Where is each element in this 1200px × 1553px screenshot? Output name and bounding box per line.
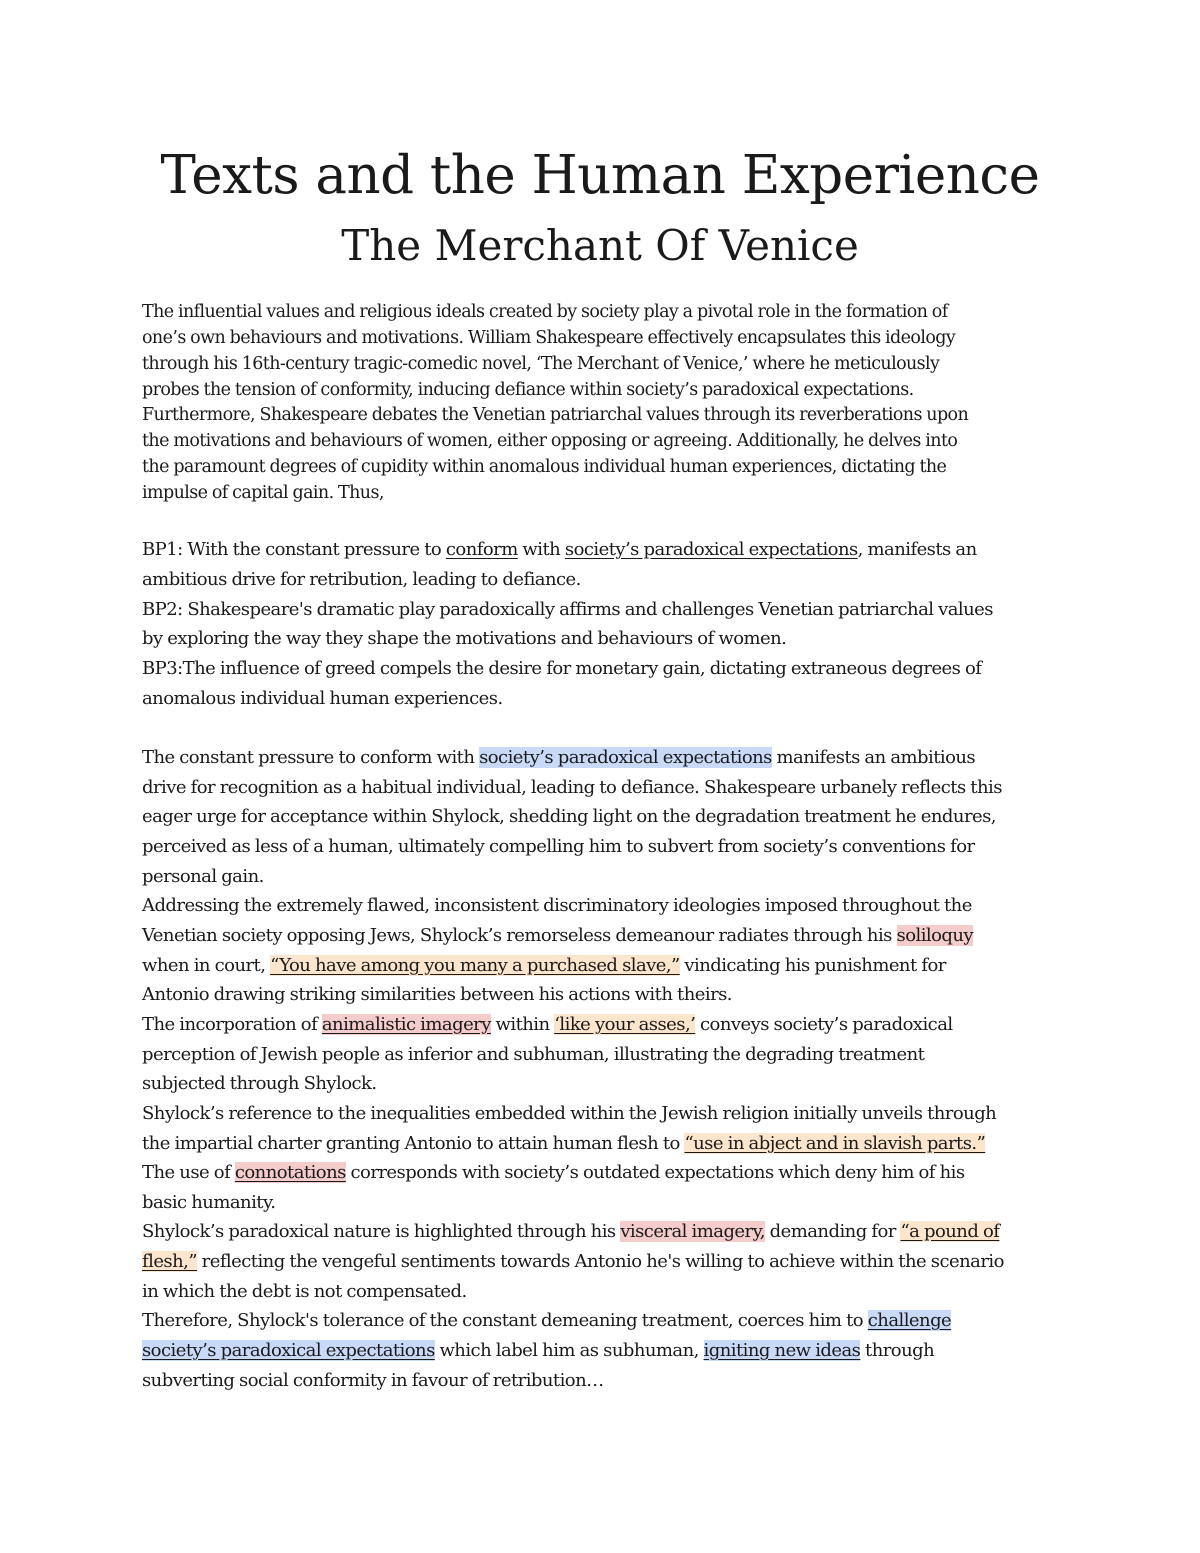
text-line: basic humanity. — [142, 1192, 276, 1213]
bp1-line: BP1: With the constant pressure to conform with society’s paradoxical expectations, manifests an — [142, 539, 977, 560]
quote-highlight: flesh,” — [142, 1251, 197, 1272]
text-line: probes the tension of conformity, inducing defiance within society’s paradoxical expectations. — [142, 380, 914, 400]
text-line: Shylock’s reference to the inequalities embedded within the Jewish religion initially unveils through — [142, 1103, 997, 1124]
text-line: one’s own behaviours and motivations. William Shakespeare effectively encapsulates this ideology — [142, 328, 956, 348]
quote-highlight: “You have among you many a purchased slave,” — [270, 955, 680, 976]
quote-highlight: “a pound of — [900, 1221, 1000, 1242]
text-line: The influential values and religious ideals created by society play a pivotal role in the formation of — [142, 302, 948, 322]
text-line: society’s paradoxical expectations which label him as subhuman, igniting new ideas through — [142, 1340, 935, 1361]
underlined-phrase: society’s paradoxical expectations — [564, 539, 858, 560]
text-line: Therefore, Shylock's tolerance of the constant demeaning treatment, coerces him to challenge — [142, 1310, 952, 1331]
highlight-blue: challenge — [867, 1310, 952, 1331]
text-line: BP2: Shakespeare's dramatic play paradoxically affirms and challenges Venetian patriarchal values — [142, 599, 993, 620]
text-line: personal gain. — [142, 866, 264, 887]
underlined-phrase: conform — [445, 539, 518, 560]
text-line: through his 16th-century tragic-comedic novel, ‘The Merchant of Venice,’ where he meticulously — [142, 354, 940, 374]
text-line: anomalous individual human experiences. — [142, 688, 503, 709]
text-line: subverting social conformity in favour of retribution… — [142, 1370, 604, 1391]
quote-highlight: “use in abject and in slavish parts.” — [684, 1133, 986, 1154]
text-line: The use of connotations corresponds with society’s outdated expectations which deny him of his — [142, 1162, 965, 1183]
text-line: the impartial charter granting Antonio to attain human flesh to “use in abject and in slavish parts.” — [142, 1133, 986, 1154]
highlight-red: visceral imagery, — [620, 1221, 765, 1242]
text-line: Shylock’s paradoxical nature is highlighted through his visceral imagery, demanding for “a pound of — [142, 1221, 1000, 1242]
text-line: The constant pressure to conform with society’s paradoxical expectations manifests an ambitious — [142, 747, 976, 768]
quote-highlight: ‘like your asses,’ — [554, 1014, 696, 1035]
text-line: by exploring the way they shape the motivations and behaviours of women. — [142, 628, 787, 649]
highlight-blue: society’s paradoxical expectations — [479, 747, 772, 768]
highlight-blue: society’s paradoxical expectations — [142, 1340, 435, 1361]
text-line: Antonio drawing striking similarities between his actions with theirs. — [142, 984, 732, 1005]
text-line: ambitious drive for retribution, leading to defiance. — [142, 569, 581, 590]
text-line: Venetian society opposing Jews, Shylock’s remorseless demeanour radiates through his soliloquy — [142, 925, 974, 946]
text-line: impulse of capital gain. Thus, — [142, 483, 384, 503]
text-line: when in court, “You have among you many a purchased slave,” vindicating his punishment for — [142, 955, 946, 976]
text-line: in which the debt is not compensated. — [142, 1281, 467, 1302]
page-subtitle: The Merchant Of Venice — [341, 221, 859, 270]
text-line: perceived as less of a human, ultimately compelling him to subvert from society’s conventions for — [142, 836, 975, 857]
text-line: Furthermore, Shakespeare debates the Venetian patriarchal values through its reverberations upon — [142, 405, 969, 425]
highlight-red: connotations — [234, 1162, 346, 1183]
text-line: perception of Jewish people as inferior and subhuman, illustrating the degrading treatment — [142, 1044, 925, 1065]
text-line: flesh,” reflecting the vengeful sentiments towards Antonio he's willing to achieve within the scenario — [142, 1251, 1004, 1272]
text-line: subjected through Shylock. — [142, 1073, 377, 1094]
highlight-red: soliloquy — [896, 925, 974, 946]
text-line: the paramount degrees of cupidity within anomalous individual human experiences, dictating the — [142, 457, 947, 477]
highlight-blue: igniting new ideas — [703, 1340, 861, 1361]
text-line: the motivations and behaviours of women, either opposing or agreeing. Additionally, he delves into — [142, 431, 958, 451]
text-line: The incorporation of animalistic imagery within ‘like your asses,’ conveys society’s paradoxical — [142, 1014, 953, 1035]
text-line: drive for recognition as a habitual individual, leading to defiance. Shakespeare urbanely reflects this — [142, 777, 1002, 798]
text-line: eager urge for acceptance within Shylock, shedding light on the degradation treatment he endures, — [142, 806, 996, 827]
text-line: Addressing the extremely flawed, inconsistent discriminatory ideologies imposed throughout the — [142, 895, 972, 916]
text-line: BP3:The influence of greed compels the desire for monetary gain, dictating extraneous degrees of — [142, 658, 982, 679]
highlight-red: animalistic imagery — [321, 1014, 491, 1035]
page-title: Texts and the Human Experience — [160, 145, 1040, 206]
